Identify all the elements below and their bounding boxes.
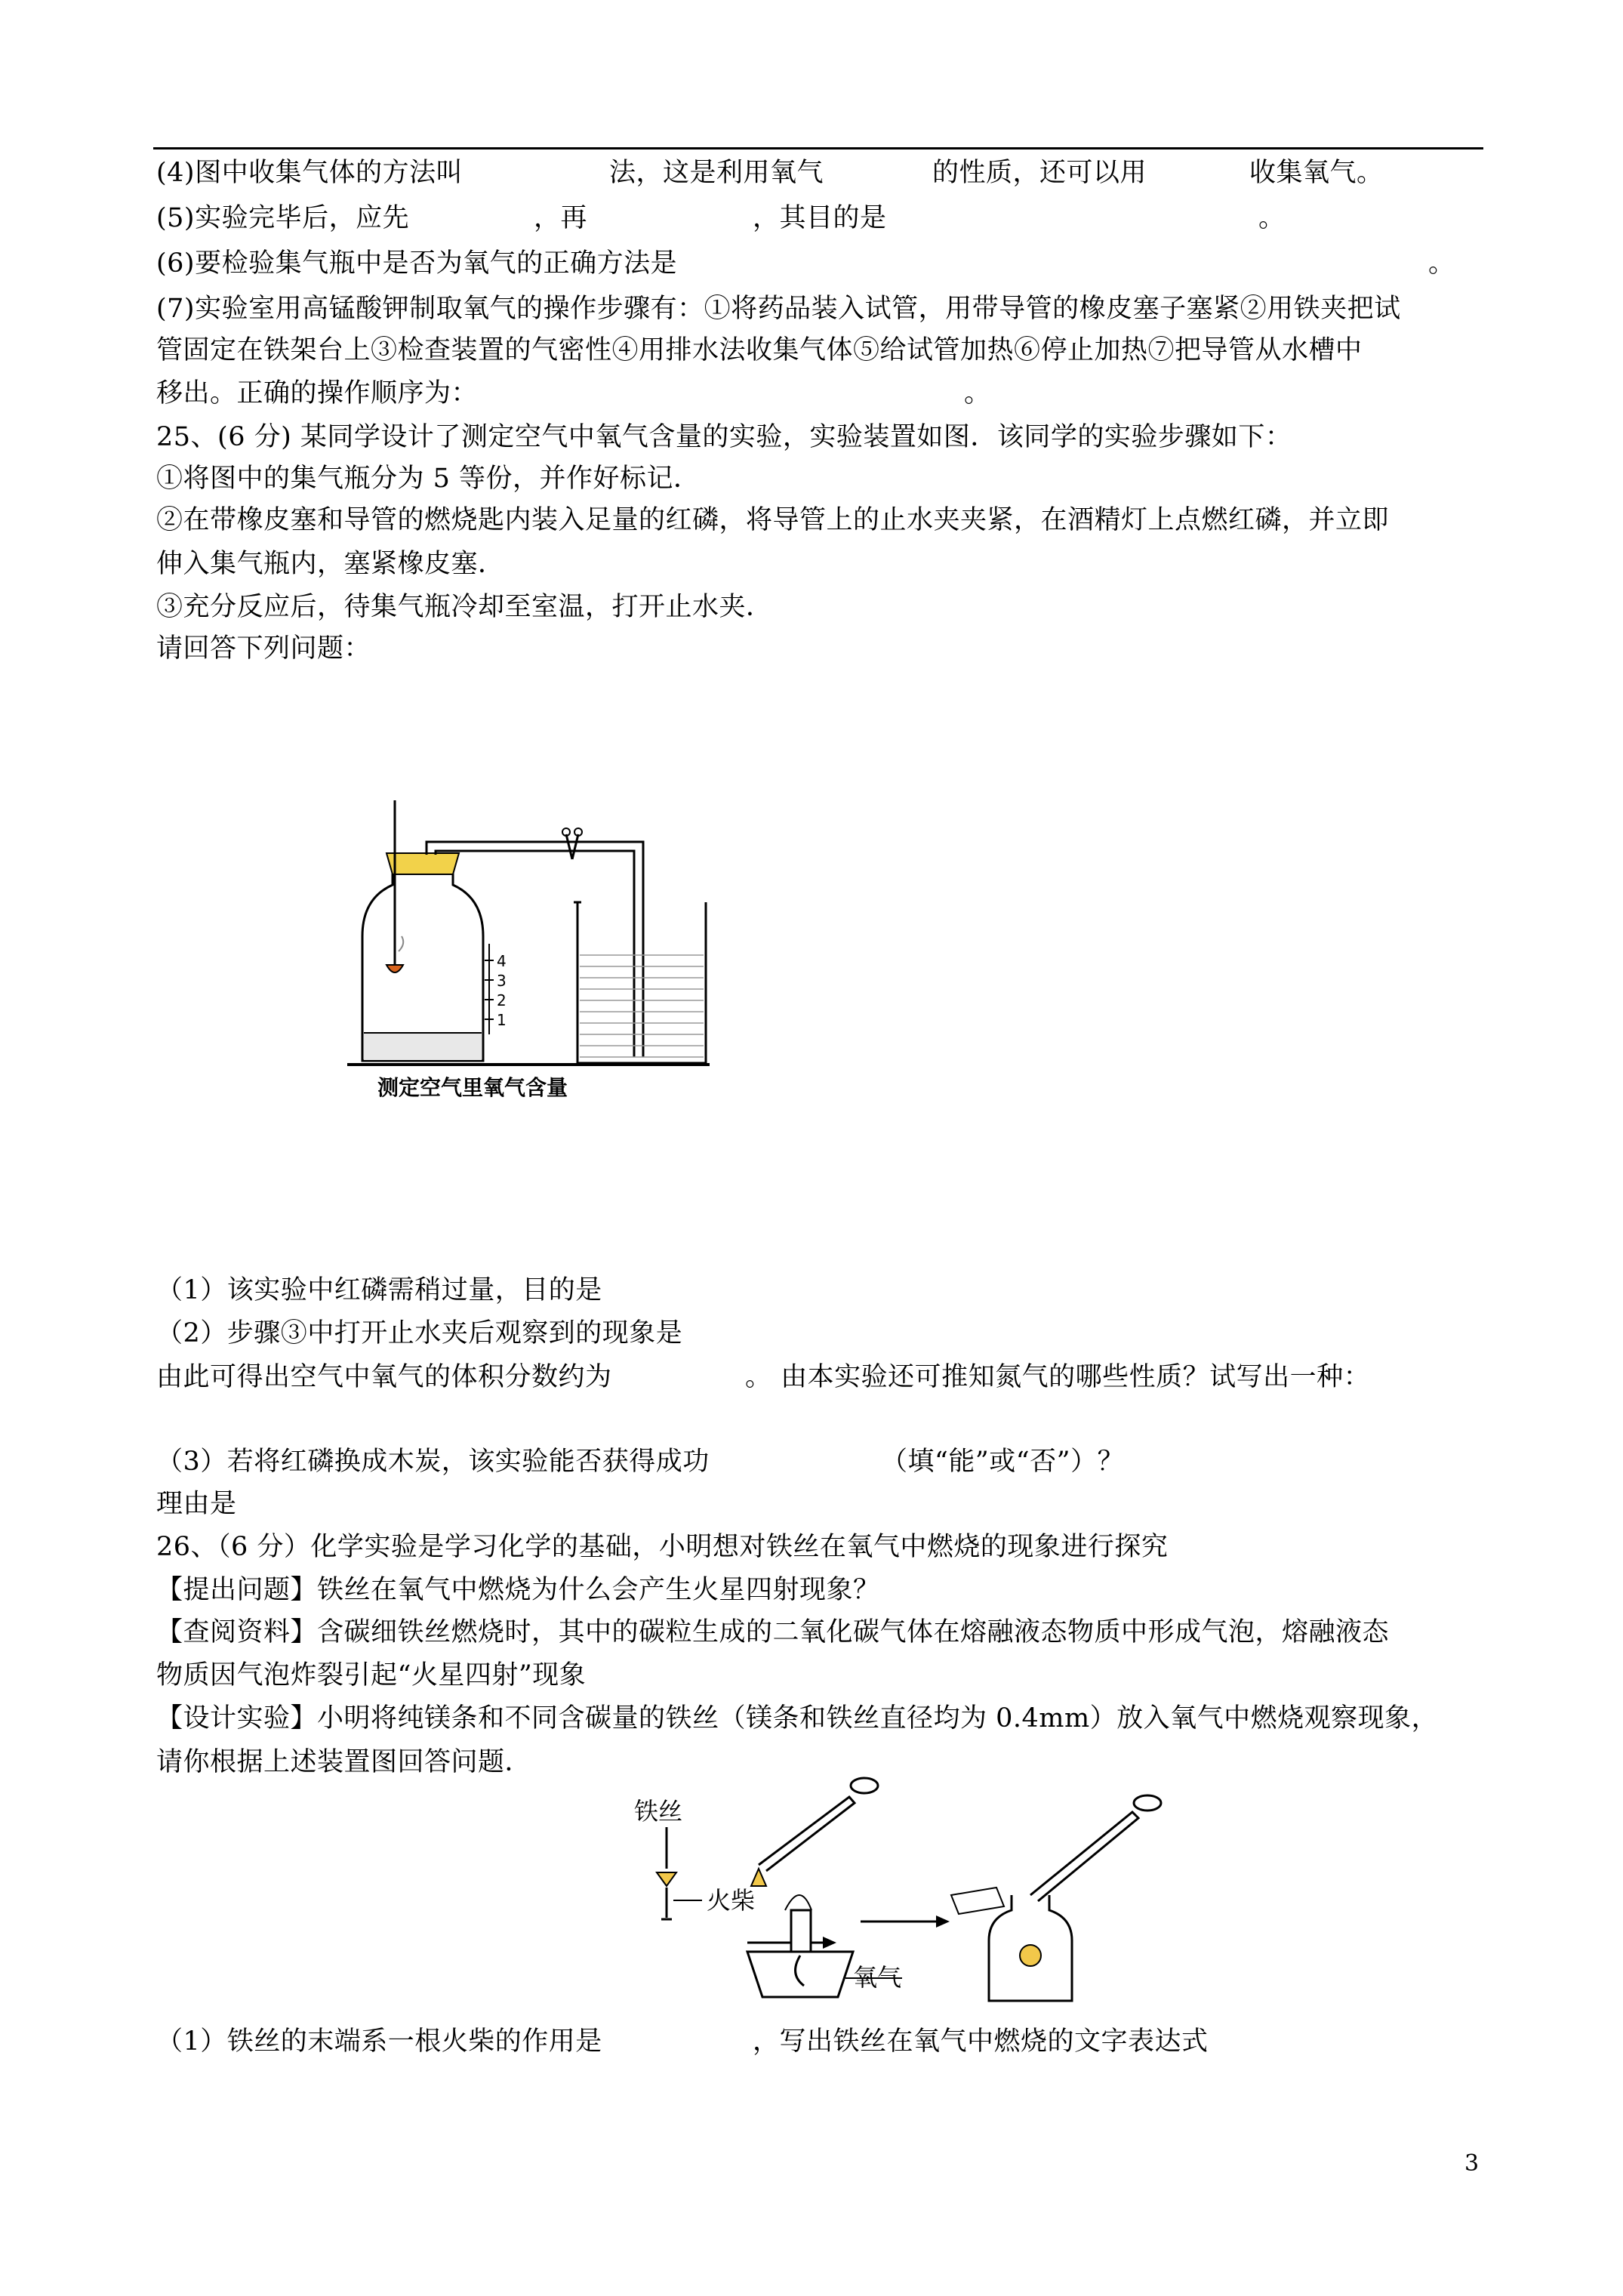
q25-step2-line1: ②在带橡皮塞和导管的燃烧匙内装入足量的红磷，将导管上的止水夹夹紧，在酒精灯上点燃红磷，并立即 [156,505,1390,535]
q24-7-line3-end: 。 [964,378,991,408]
q26-ref-line1: 【查阅资料】含碳细铁丝燃烧时，其中的碳粒生成的二氧化碳气体在熔融液态物质中形成气泡，熔融液态 [156,1617,1390,1647]
q24-5-text-a: (5)实验完毕后，应先 [156,203,410,233]
q25-2-follow-a: 由此可得出空气中氧气的体积分数约为 [156,1362,612,1392]
scale-mark-3: 3 [497,972,507,990]
q26-design-line2: 请你根据上述装置图回答问题． [156,1747,532,1777]
q24-5-text-c: ，其目的是 [753,203,887,233]
q24-7-line2: 管固定在铁架台上③检查装置的气密性④用排水法收集气体⑤给试管加热⑥停止加热⑦把导管从水槽中 [156,335,1363,365]
q25-3-reason: 理由是 [156,1489,237,1519]
figure-oxygen-apparatus [332,793,725,1110]
q25-step3: ③充分反应后，待集气瓶冷却至室温，打开止水夹． [156,592,773,622]
q25-intro: 25、(6 分) 某同学设计了测定空气中氧气含量的实验，实验装置如图．该同学的实验步骤如下： [156,422,1292,452]
header-rule [153,147,1483,149]
q26-ref-line2: 物质因气泡炸裂引起“火星四射”现象 [156,1660,587,1690]
page-number: 3 [1464,2150,1480,2177]
scale-mark-4: 4 [497,952,507,970]
q25-step2-line2: 伸入集气瓶内，塞紧橡皮塞． [156,549,505,579]
q26-1-text-a: （1）铁丝的末端系一根火柴的作用是 [156,2026,602,2057]
q25-step1: ①将图中的集气瓶分为 5 等份，并作好标记． [156,464,701,494]
q24-7-line1: (7)实验室用高锰酸钾制取氧气的操作步骤有：①将药品装入试管，用带导管的橡皮塞子塞紧②用铁夹把试 [156,294,1401,324]
q25-prompt: 请回答下列问题： [156,633,371,664]
q24-5-text-d: 。 [1258,203,1286,233]
q24-6-text-b: 。 [1428,248,1455,279]
scale-mark-1: 1 [497,1011,507,1029]
water-clip-icon [562,828,582,859]
q24-4-text-b: 法，这是利用氧气 [609,158,824,188]
q24-5-text-b: ，再 [534,203,588,233]
q24-6-text-a: (6)要检验集气瓶中是否为氧气的正确方法是 [156,248,678,279]
q24-4-text-d: 收集氧气。 [1249,158,1384,188]
q24-7-line3-text: 移出。正确的操作顺序为： [156,378,479,408]
label-oxygen: 氧气 [853,1963,902,1992]
q24-4-text-a: (4)图中收集气体的方法叫 [156,158,463,188]
q25-3-text-b: （填“能”或“否”）？ [881,1447,1125,1477]
q24-4-text-c: 的性质，还可以用 [932,158,1147,188]
figure-iron-wire [619,1759,1193,2016]
q25-3-text-a: （3）若将红磷换成木炭，该实验能否获得成功 [156,1447,710,1477]
figure1-caption: 测定空气里氧气含量 [377,1075,568,1100]
q25-2: （2）步骤③中打开止水夹后观察到的现象是 [156,1318,683,1348]
q26-question: 【提出问题】铁丝在氧气中燃烧为什么会产生火星四射现象？ [156,1575,880,1605]
label-iron-wire: 铁丝 [634,1797,683,1826]
q26-1-text-b: ，写出铁丝在氧气中燃烧的文字表达式 [753,2026,1209,2057]
q26-intro: 26、（6 分）化学实验是学习化学的基础，小明想对铁丝在氧气中燃烧的现象进行探究 [156,1532,1169,1562]
q26-design-line1: 【设计实验】小明将纯镁条和不同含碳量的铁丝（镁条和铁丝直径均为 0.4mm）放入氧气中燃烧观察现象， [156,1703,1439,1734]
q25-1: （1）该实验中红磷需稍过量，目的是 [156,1275,602,1305]
label-match: 火柴 [707,1886,756,1915]
q25-2-follow-b: 。 由本实验还可推知氮气的哪些性质？试写出一种： [745,1362,1371,1392]
scale-mark-2: 2 [497,991,507,1009]
